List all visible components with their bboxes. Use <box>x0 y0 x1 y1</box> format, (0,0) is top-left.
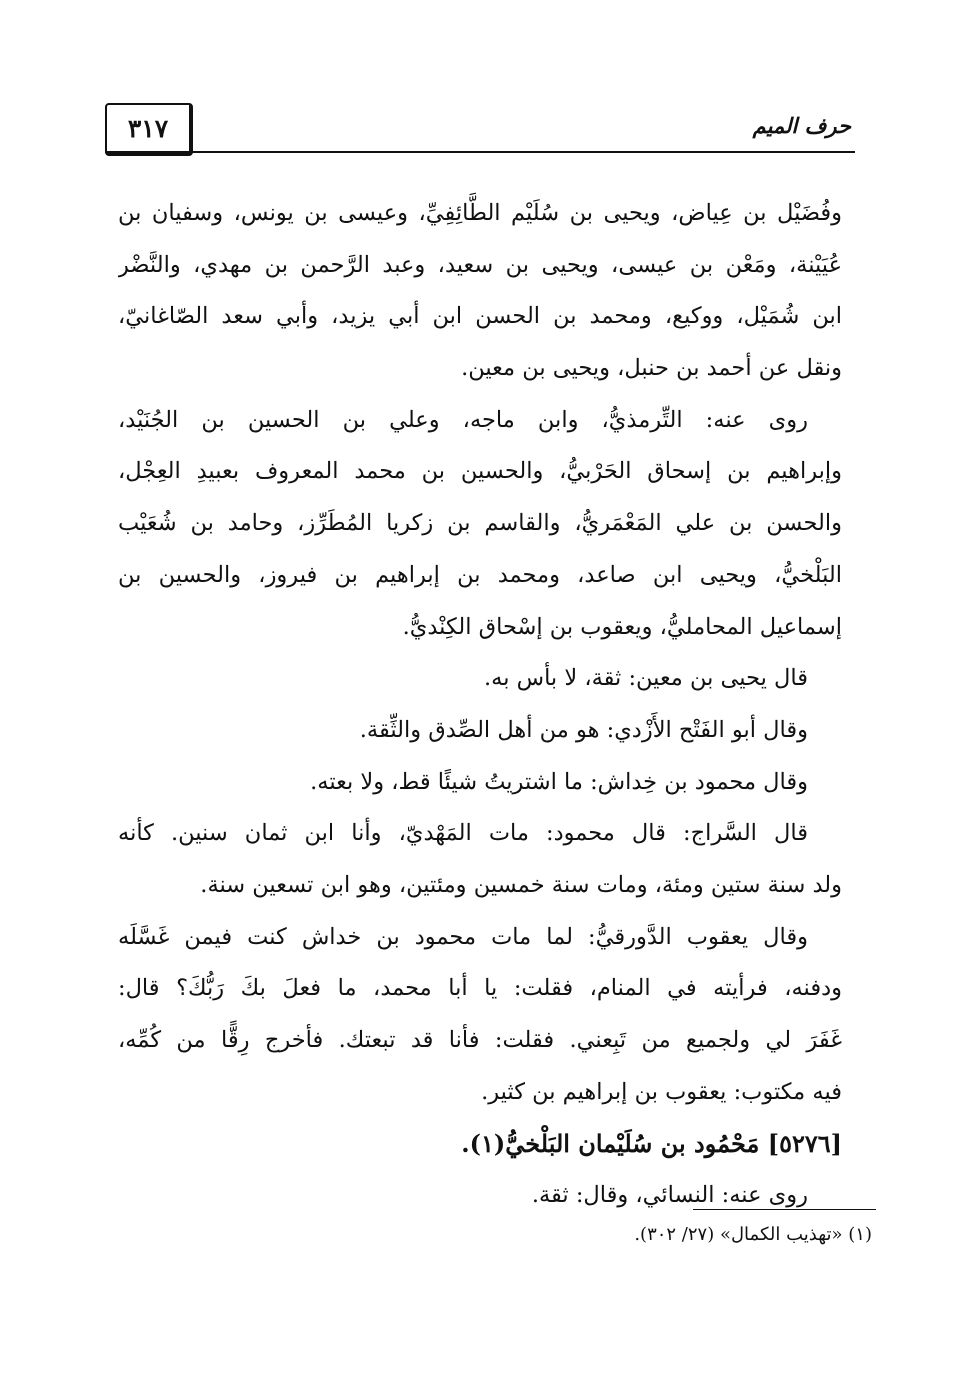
entry-body: روى عنه: النسائي، وقال: ثقة. <box>531 1182 808 1209</box>
text-line: ودفنه، فرأيته في المنام، فقلت: يا أبا محمد، ما فعلَ بكَ رَبُّكَ؟ قال: <box>118 975 842 1002</box>
text-line: وقال أبو الفَتْح الأَزْدي: هو من أهل الصِّدق والثِّقة. <box>359 716 808 743</box>
body-text <box>118 188 842 1222</box>
footnote: (١) «تهذيب الكمال» (٢٧/ ٣٠٢). <box>634 1224 872 1245</box>
running-title: حرف الميم <box>752 113 851 138</box>
page-number-box <box>105 103 193 156</box>
text-line: غَفَرَ لي ولجميع من تَبِعني. فقلت: فأنا قد تبعتك. فأخرج رِقًّا من كُمِّه، <box>118 1027 842 1053</box>
page-header <box>105 103 855 159</box>
text-line: وفُضَيْل بن عِياض، ويحيى بن سُلَيْم الطَّائِفِيِّ، وعيسى بن يونس، وسفيان بن <box>118 200 842 226</box>
text-line: فيه مكتوب: يعقوب بن إبراهيم بن كثير. <box>481 1078 842 1105</box>
text-line: قال السَّراج: قال محمود: مات المَهْديّ، وأنا ابن ثمان سنين. كأنه <box>118 820 808 847</box>
text-line: وإبراهيم بن إسحاق الحَرْبيُّ، والحسين بن محمد المعروف بعبيدِ العِجْل، <box>118 458 842 485</box>
text-line: قال يحيى بن معين: ثقة، لا بأس به. <box>483 665 808 692</box>
text-line: البَلْخيُّ، ويحيى ابن صاعد، ومحمد بن إبراهيم بن فيروز، والحسين بن <box>118 561 842 588</box>
header-rule <box>105 151 855 153</box>
text-line: ابن شُمَيْل، ووكيع، ومحمد بن الحسن ابن أبي يزيد، وأبي سعد الصّاغانيّ، <box>118 303 842 330</box>
text-line: روى عنه: التِّرمذيُّ، وابن ماجه، وعلي بن الحسين بن الجُنَيْد، <box>118 406 808 433</box>
text-line: عُيَيْنة، ومَعْن بن عيسى، ويحيى بن سعيد، وعبد الرَّحمن بن مهدي، والنَّضْر <box>118 251 842 278</box>
footnote-rule <box>693 1209 876 1210</box>
page-number: ٣١٧ <box>127 113 169 143</box>
text-line: إسماعيل المحامليُّ، ويعقوب بن إسْحاق الكِنْديُّ. <box>402 613 842 640</box>
text-line: ونقل عن أحمد بن حنبل، ويحيى بن معين. <box>461 355 842 382</box>
text-line: وقال يعقوب الدَّورقيُّ: لما مات محمود بن خداش كنت فيمن غَسَّلَه <box>118 923 808 950</box>
text-line: والحسن بن علي المَعْمَريُّ، والقاسم بن زكريا المُطَرِّز، وحامد بن شُعَيْب <box>118 510 842 537</box>
text-line: وقال محمود بن خِداش: ما اشتريتُ شيئًا قط، ولا بعته. <box>310 768 808 795</box>
entry-heading: [٥٢٧٦] مَحْمُود بن سُلَيْمان البَلْخيُّ(١). <box>461 1129 842 1159</box>
text-line: ولد سنة ستين ومئة، ومات سنة خمسين ومئتين، وهو ابن تسعين سنة. <box>200 871 842 898</box>
